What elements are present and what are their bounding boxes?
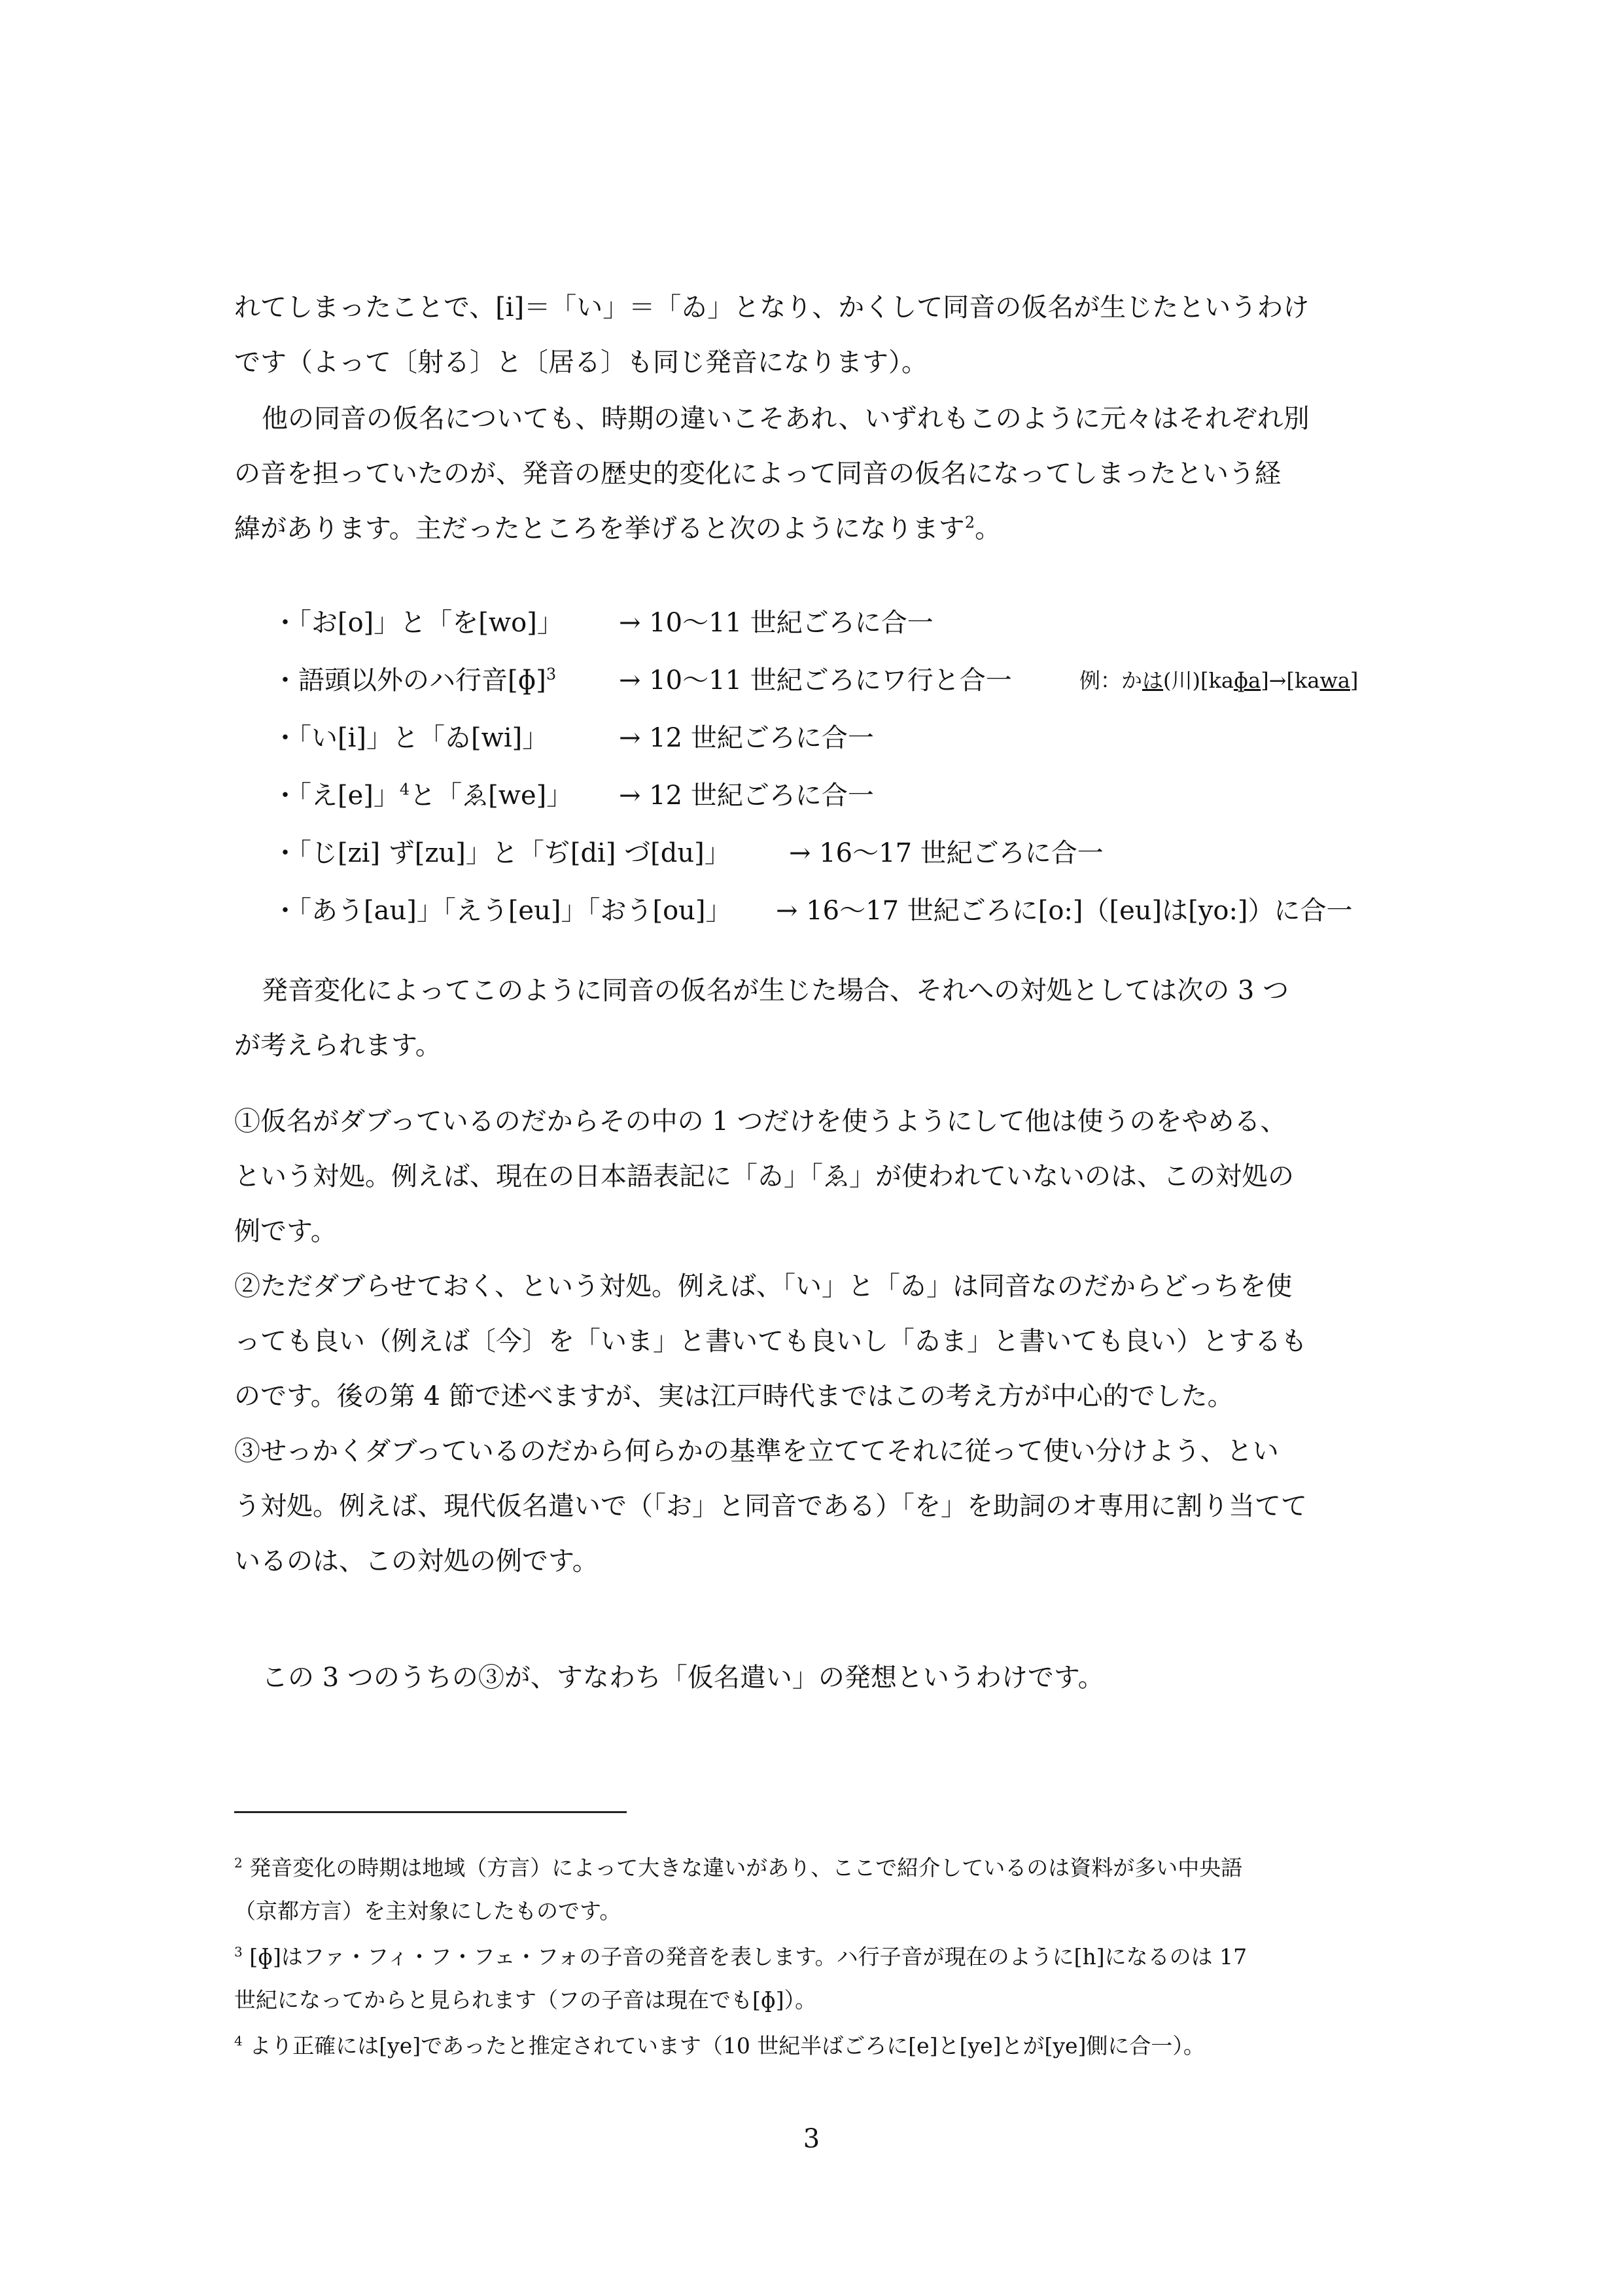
paragraph-line: が考えられます。 xyxy=(234,1031,442,1061)
footnote-text: 発音変化の時期は地域（方言）によって大きな違いがあり、ここで紹介しているのは資料が多い中央語 xyxy=(249,1855,1243,1881)
list-item xyxy=(272,652,1404,709)
footnote-4 xyxy=(234,2024,1395,2068)
footnote-line xyxy=(234,2024,1395,2068)
option-1-line: ①仮名がダブっているのだからその中の 1 つだけを使うようにして他は使うのをやめる、 xyxy=(234,1106,1287,1137)
option-1-line: 例です。 xyxy=(234,1216,337,1246)
list-item-right: → 16〜17 世紀ごろに[o:]（[eu]は[yo:]）に合一 xyxy=(776,896,1353,926)
example-kawa xyxy=(1079,652,1358,709)
list-item-left: ・「あう[au]」「えう[eu]」「おう[ou]」 xyxy=(272,896,732,926)
paragraph-text: 緯があります。主だったところを挙げると次のようになります xyxy=(234,514,965,544)
option-2-line: ②ただダブらせておく、という対処。例えば、「い」と「ゐ」は同音なのだからどっちを使 xyxy=(234,1271,1293,1301)
footnote-text: [ɸ]はファ・フィ・フ・フェ・フォの子音の発音を表します。ハ行子音が現在のように[h]になるのは 17 xyxy=(249,1944,1248,1969)
list-item-right: → 10〜11 世紀ごろにワ行と合一 xyxy=(619,665,1012,696)
option-3-line: ③せっかくダブっているのだから何らかの基準を立ててそれに従って使い分けよう、とい xyxy=(234,1436,1279,1466)
page-number: 3 xyxy=(803,2124,820,2154)
list-item-right: → 10〜11 世紀ごろに合一 xyxy=(619,608,934,638)
list-item xyxy=(272,767,1404,824)
footnote-divider xyxy=(234,1811,627,1813)
example-label: 例：か xyxy=(1079,668,1143,693)
example-underlined-ha: は xyxy=(1142,668,1164,693)
list-item xyxy=(272,882,1404,940)
paragraph-line: の音を担っていたのが、発音の歴史的変化によって同音の仮名になってしまったという経 xyxy=(234,459,1281,489)
sound-change-list xyxy=(272,594,1404,940)
example-underlined-phi-a: ɸa xyxy=(1233,668,1261,693)
list-item-left: ・「い[i]」と「ゐ[wi]」 xyxy=(272,723,549,753)
list-item xyxy=(272,594,1404,652)
paragraph-three-options xyxy=(234,963,1395,1073)
paragraph-line: 発音変化によってこのように同音の仮名が生じた場合、それへの対処としては次の 3 つ xyxy=(262,976,1289,1006)
option-3-line: いるのは、この対処の例です。 xyxy=(234,1546,599,1576)
example-text: ] xyxy=(1350,668,1359,693)
list-item-left: ・「お[o]」と「を[wo]」 xyxy=(272,608,563,638)
footnote-2 xyxy=(234,1846,1395,1933)
list-item-right: → 12 世紀ごろに合一 xyxy=(619,781,874,811)
footnote-text: より正確には[ye]であったと推定されています（10 世紀半ばごろに[e]と[ye]とが[ye]側に合一）。 xyxy=(249,2033,1205,2058)
footnote-ref-3: 3 xyxy=(546,665,557,684)
list-item-right: → 16〜17 世紀ごろに合一 xyxy=(789,838,1104,868)
option-2-line: のです。後の第 4 節で述べますが、実は江戸時代まではこの考え方が中心的でした。 xyxy=(234,1381,1234,1411)
footnote-line xyxy=(234,1846,1395,1890)
list-item-right: → 12 世紀ごろに合一 xyxy=(619,723,874,753)
example-underlined-wa: wa xyxy=(1319,668,1350,693)
option-2-line: っても良い（例えば〔今〕を「いま」と書いても良いし「ゐま」と書いても良い）とするも xyxy=(234,1326,1307,1356)
paragraph-homophone-history xyxy=(234,391,1395,556)
list-item-left-rest: と「ゑ[we]」 xyxy=(410,781,573,811)
footnote-mark: 2 xyxy=(234,1855,243,1871)
footnote-line: 世紀になってからと見られます（フの子音は現在でも[ɸ]）。 xyxy=(234,1987,817,2013)
paragraph-line: れてしまったことで、[i]＝「い」＝「ゐ」となり、かくして同音の仮名が生じたというわけ xyxy=(234,292,1310,323)
example-text: (川)[ka xyxy=(1163,668,1234,693)
paragraph-line: 他の同音の仮名についても、時期の違いこそあれ、いずれもこのように元々はそれぞれ別 xyxy=(262,404,1310,434)
list-item xyxy=(272,709,1404,767)
list-item-left: ・語頭以外のハ行音[ɸ] xyxy=(272,665,546,696)
list-item-left: ・「じ[zi] ず[zu]」と「ぢ[di] づ[du]」 xyxy=(272,838,731,868)
option-3-line: う対処。例えば、現代仮名遣いで（「お」と同音である）「を」を助詞のオ専用に割り当てて xyxy=(234,1491,1307,1521)
footnote-ref-2: 2 xyxy=(964,513,975,532)
paragraph-text: 。 xyxy=(975,514,1002,544)
example-text: ]→[ka xyxy=(1261,668,1320,693)
option-list xyxy=(234,1094,1395,1589)
paragraph-continuation xyxy=(234,280,1395,390)
footnote-3 xyxy=(234,1935,1395,2022)
footnote-line: （京都方言）を主対象にしたものです。 xyxy=(234,1898,621,1924)
paragraph-line xyxy=(234,501,1395,556)
list-item xyxy=(272,824,1404,882)
footnote-mark: 3 xyxy=(234,1944,243,1960)
footnote-mark: 4 xyxy=(234,2033,243,2049)
footnote-ref-4: 4 xyxy=(399,780,410,799)
option-1-line: という対処。例えば、現在の日本語表記に「ゐ」「ゑ」が使われていないのは、この対処の xyxy=(234,1161,1294,1192)
paragraph-conclusion xyxy=(234,1650,1395,1705)
footnote-line xyxy=(234,1935,1395,1979)
paragraph-line: この 3 つのうちの③が、すなわち「仮名遣い」の発想というわけです。 xyxy=(262,1663,1104,1693)
paragraph-line: です（よって〔射る〕と〔居る〕も同じ発音になります）。 xyxy=(234,347,928,378)
list-item-left: ・「え[e]」 xyxy=(272,781,400,811)
